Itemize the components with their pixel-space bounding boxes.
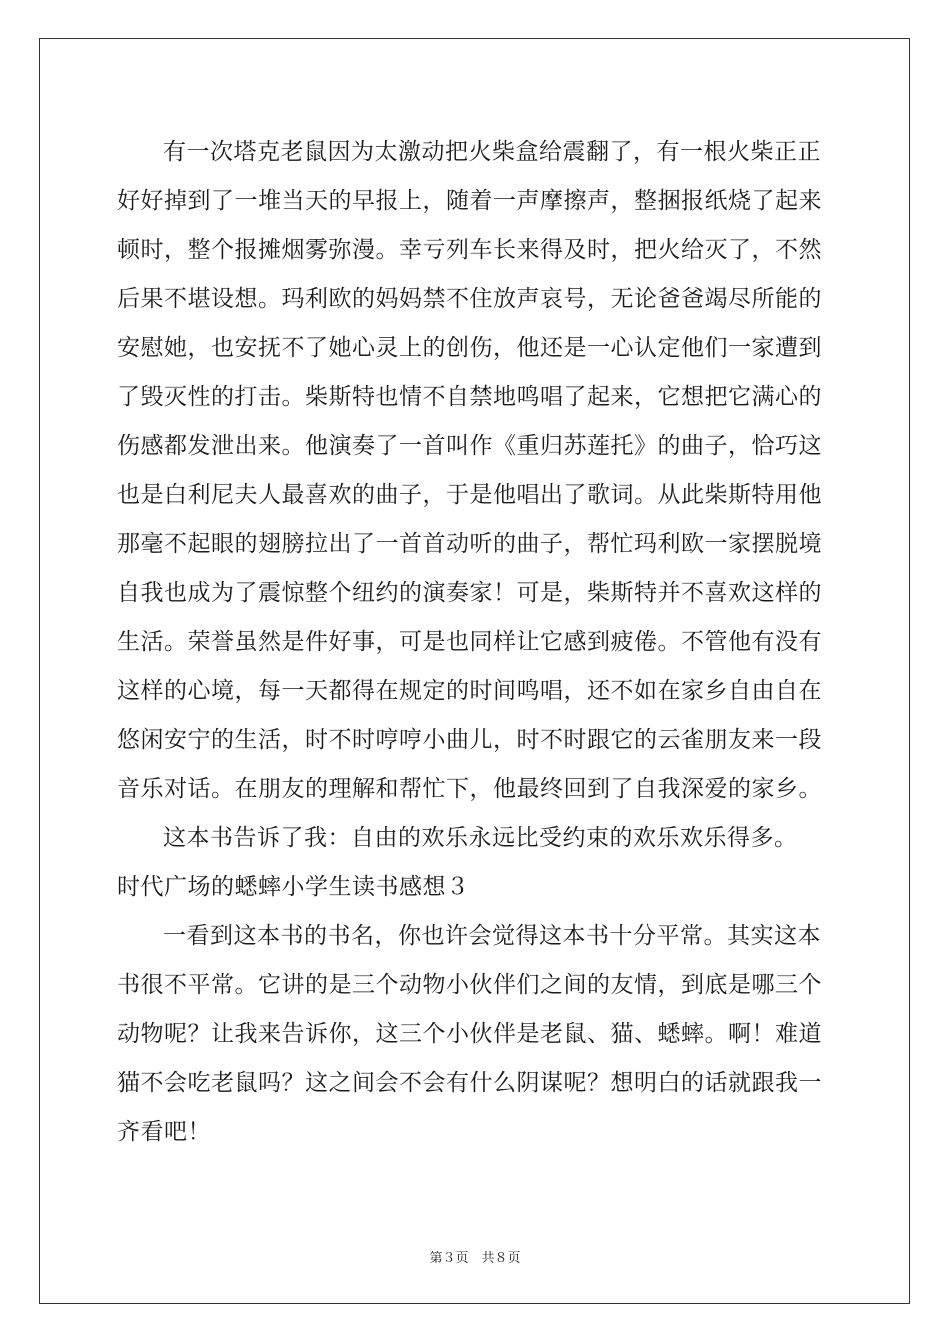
text-line: 这本书告诉了我：自由的欢乐永远比受约束的欢乐欢乐得多。 xyxy=(163,825,798,851)
text-line: 那毫不起眼的翅膀拉出了一首首动听的曲子，帮忙玛利欧一家摆脱境 xyxy=(117,531,822,557)
text-line: 齐看吧！ xyxy=(117,1119,211,1145)
paragraph xyxy=(117,128,833,814)
text-line: 猫不会吃老鼠吗？这之间会不会有什么阴谋呢？想明白的话就跟我一 xyxy=(117,1070,822,1096)
text-line: 音乐对话。在朋友的理解和帮忙下，他最终回到了自我深爱的家乡。 xyxy=(117,776,822,802)
text-line: 顿时，整个报摊烟雾弥漫。幸亏列车长来得及时，把火给灭了，不然 xyxy=(117,237,822,263)
document-body xyxy=(117,128,833,1157)
text-line: 安慰她，也安抚不了她心灵上的创伤，他还是一心认定他们一家遭到 xyxy=(117,335,822,361)
text-line: 好好掉到了一堆当天的早报上，随着一声摩擦声，整捆报纸烧了起来 xyxy=(117,188,822,214)
text-line: 后果不堪设想。玛利欧的妈妈禁不住放声哀号，无论爸爸竭尽所能的 xyxy=(117,286,822,312)
paragraph xyxy=(117,814,833,863)
text-line: 一看到这本书的书名，你也许会觉得这本书十分平常。其实这本 xyxy=(163,923,821,949)
paragraph xyxy=(117,912,833,1157)
page-footer: 第３页 共８页 xyxy=(429,1251,521,1266)
text-line: 这样的心境，每一天都得在规定的时间鸣唱，还不如在家乡自由自在 xyxy=(117,678,822,704)
text-line: 动物呢？让我来告诉你，这三个小伙伴是老鼠、猫、蟋蟀。啊！难道 xyxy=(117,1021,822,1047)
text-line: 伤感都发泄出来。他演奏了一首叫作《重归苏莲托》的曲子，恰巧这 xyxy=(117,433,822,459)
text-line: 悠闲安宁的生活，时不时哼哼小曲儿，时不时跟它的云雀朋友来一段 xyxy=(117,727,822,753)
text-line: 了毁灭性的打击。柴斯特也情不自禁地鸣唱了起来，它想把它满心的 xyxy=(117,384,822,410)
text-line: 时代广场的蟋蟀小学生读书感想３ xyxy=(117,874,470,900)
text-line: 书很不平常。它讲的是三个动物小伙伴们之间的友情，到底是哪三个 xyxy=(117,972,822,998)
text-line: 自我也成为了震惊整个纽约的演奏家！可是，柴斯特并不喜欢这样的 xyxy=(117,580,822,606)
text-line: 有一次塔克老鼠因为太激动把火柴盒给震翻了，有一根火柴正正 xyxy=(163,139,821,165)
text-line: 生活。荣誉虽然是件好事，可是也同样让它感到疲倦。不管他有没有 xyxy=(117,629,822,655)
paragraph xyxy=(117,863,833,912)
text-line: 也是白利尼夫人最喜欢的曲子，于是他唱出了歌词。从此柴斯特用他 xyxy=(117,482,822,508)
